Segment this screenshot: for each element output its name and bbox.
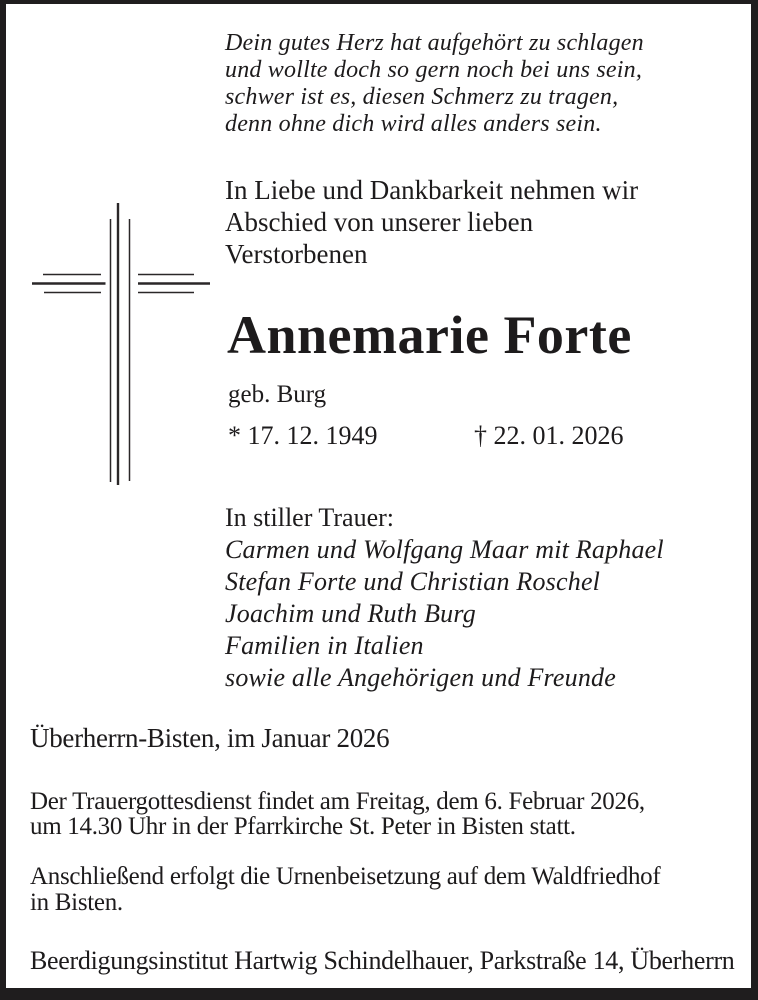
intro-line: Abschied von unserer lieben — [225, 207, 534, 237]
mourner: Stefan Forte und Christian Roschel — [225, 567, 601, 596]
poem — [225, 30, 644, 138]
maiden-name: geb. Burg — [228, 381, 327, 408]
service-info — [30, 789, 645, 839]
poem-line: denn ohne dich wird alles anders sein. — [225, 111, 602, 137]
birth-date: * 17. 12. 1949 — [228, 421, 378, 450]
poem-line: und wollte doch so gern noch bei uns sein, — [225, 57, 643, 83]
mourning-header: In stiller Trauer: — [225, 503, 394, 532]
mourner: Carmen und Wolfgang Maar mit Raphael — [225, 535, 664, 564]
service-line: um 14.30 Uhr in der Pfarrkirche St. Peter in Bisten statt. — [30, 813, 576, 840]
place-and-date: Überherrn-Bisten, im Januar 2026 — [30, 723, 390, 753]
burial-info — [30, 864, 660, 916]
memorial-cross-icon — [20, 193, 216, 495]
funeral-home-info: Beerdigungsinstitut Hartwig Schindelhauer, Parkstraße 14, Überherrn — [30, 946, 735, 975]
mourner: Familien in Italien — [225, 631, 424, 660]
intro-line: In Liebe und Dankbarkeit nehmen wir — [225, 175, 639, 205]
intro-text — [225, 174, 638, 270]
mourner: sowie alle Angehörigen und Freunde — [225, 663, 616, 692]
mourning-list — [225, 502, 664, 694]
poem-line: Dein gutes Herz hat aufgehört zu schlagen — [225, 30, 644, 56]
burial-line: Anschließend erfolgt die Urnenbeisetzung auf dem Waldfriedhof — [30, 863, 661, 890]
life-dates — [228, 421, 708, 455]
death-date: † 22. 01. 2026 — [474, 421, 624, 450]
service-line: Der Trauergottesdienst findet am Freitag, dem 6. Februar 2026, — [30, 788, 645, 815]
deceased-name: Annemarie Forte — [227, 305, 632, 365]
burial-line: in Bisten. — [30, 889, 123, 916]
poem-line: schwer ist es, diesen Schmerz zu tragen, — [225, 84, 619, 110]
mourner: Joachim und Ruth Burg — [225, 599, 476, 628]
intro-line: Verstorbenen — [225, 239, 368, 269]
